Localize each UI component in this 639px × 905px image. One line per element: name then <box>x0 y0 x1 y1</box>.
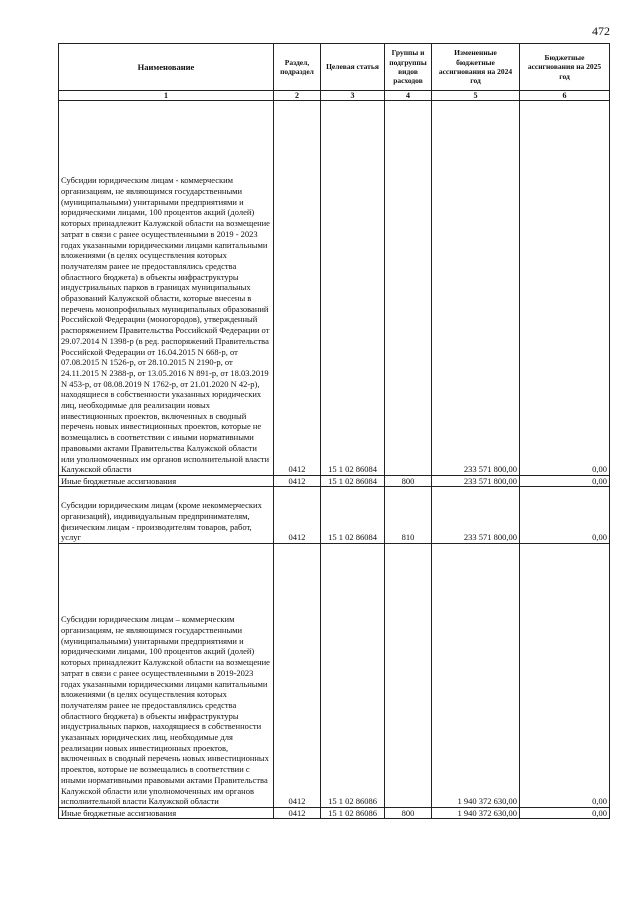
row-name: Субсидии юридическим лицам – коммерческим организациям, не являющимся государственными (муниципальными) унитарными предприятиями и юридическими лицами, 100 процентов акций (долей) которых принадлежит Калужской области на возмещение затрат в связи с ранее осуществленными в 2019-2023 годах указанными юридическими лицами капитальными вложениями (в целях осуществления которых получателям ранее не предоставлялись средства областного бюджета) в объекты инфраструктуры индустриальных парков, находящиеся в собственности указанных юридических лиц, необходимые для реализации новых инвестиционных проектов, включенных в сводный перечень новых инвестиционных проектов, которые не возмещались в соответствии с иными нормативными правовыми актами Правительства Калужской области или уполномоченных им органов исполнительной власти Калужской области <box>59 544 274 808</box>
row-name: Иные бюджетные ассигнования <box>59 476 274 487</box>
column-number: 1 <box>59 91 274 101</box>
header-section: Раздел, подраздел <box>274 44 321 91</box>
row-section: 0412 <box>274 101 321 476</box>
row-name: Субсидии юридическим лицам - коммерческим организациям, не являющимся государственными (муниципальными) унитарными предприятиями и юридическими лицами, 100 процентов акций (долей) которых принадлежит Калужской области на возмещение затрат в связи с ранее осуществленными в 2019 - 2023 годах указанными юридическими лицами капитальными вложениями (в целях осуществления которых получателям ранее не предоставлялись средства областного бюджета) в объекты инфраструктуры индустриальных парков в границах муниципальных образований Калужской области, которые внесены в перечень монопрофильных муниципальных образований Российской Федерации (моногородов), утвержденный распоряжением Правительства Российской Федерации от 29.07.2014 N 1398-р (в ред. распоряжений Правительства Российской Федерации от 16.04.2015 N 668-р, от 07.08.2015 N 1526-р, от 28.10.2015 N 2190-р, от 24.11.2015 N 2388-р, от 13.05.2016 N 891-р, от 18.03.2019 N 453-р, от 08.08.2019 N 1762-р, от 21.01.2020 N 42-р), находящиеся в собственности указанных юридических лиц, необходимые для реализации новых инвестиционных проектов, включенных в сводный перечень новых инвестиционных проектов, которые не возмещались в соответствии с иными нормативными правовыми актами Правительства Калужской области или уполномоченных им органов исполнительной власти Калужской области <box>59 101 274 476</box>
row-group <box>385 544 432 808</box>
header-name: Наименование <box>59 44 274 91</box>
column-number: 4 <box>385 91 432 101</box>
row-amount-2025: 0,00 <box>520 544 610 808</box>
row-target: 15 1 02 86086 <box>321 544 385 808</box>
row-section: 0412 <box>274 487 321 544</box>
column-number: 6 <box>520 91 610 101</box>
row-amount-2025: 0,00 <box>520 487 610 544</box>
row-target: 15 1 02 86086 <box>321 808 385 819</box>
row-group <box>385 101 432 476</box>
row-amount-2024: 1 940 372 630,00 <box>432 544 520 808</box>
row-section: 0412 <box>274 808 321 819</box>
table-row <box>59 476 610 487</box>
page-number: 472 <box>592 24 610 38</box>
row-amount-2024: 233 571 800,00 <box>432 476 520 487</box>
header-changed-2024: Измененные бюджетные ассигнования на 2024 год <box>432 44 520 91</box>
header-budget-2025: Бюджетные ассигнования на 2025 год <box>520 44 610 91</box>
table-row <box>59 544 610 808</box>
column-number: 3 <box>321 91 385 101</box>
row-name: Субсидии юридическим лицам (кроме некоммерческих организаций), индивидуальным предпринимателям, физическим лицам - производителям товаров, работ, услуг <box>59 487 274 544</box>
column-number-row <box>59 91 610 101</box>
row-group: 810 <box>385 487 432 544</box>
row-name: Иные бюджетные ассигнования <box>59 808 274 819</box>
row-group: 800 <box>385 476 432 487</box>
header-row <box>59 44 610 91</box>
budget-table <box>58 43 610 819</box>
row-section: 0412 <box>274 476 321 487</box>
row-amount-2025: 0,00 <box>520 101 610 476</box>
header-target: Целевая статья <box>321 44 385 91</box>
row-amount-2024: 233 571 800,00 <box>432 101 520 476</box>
column-number: 2 <box>274 91 321 101</box>
row-amount-2025: 0,00 <box>520 808 610 819</box>
row-target: 15 1 02 86084 <box>321 487 385 544</box>
row-target: 15 1 02 86084 <box>321 476 385 487</box>
row-amount-2024: 233 571 800,00 <box>432 487 520 544</box>
column-number: 5 <box>432 91 520 101</box>
table-row <box>59 101 610 476</box>
row-section: 0412 <box>274 544 321 808</box>
table-row <box>59 487 610 544</box>
row-group: 800 <box>385 808 432 819</box>
row-amount-2025: 0,00 <box>520 476 610 487</box>
header-groups: Группы и подгруппы видов расходов <box>385 44 432 91</box>
row-amount-2024: 1 940 372 630,00 <box>432 808 520 819</box>
row-target: 15 1 02 86084 <box>321 101 385 476</box>
table-row <box>59 808 610 819</box>
